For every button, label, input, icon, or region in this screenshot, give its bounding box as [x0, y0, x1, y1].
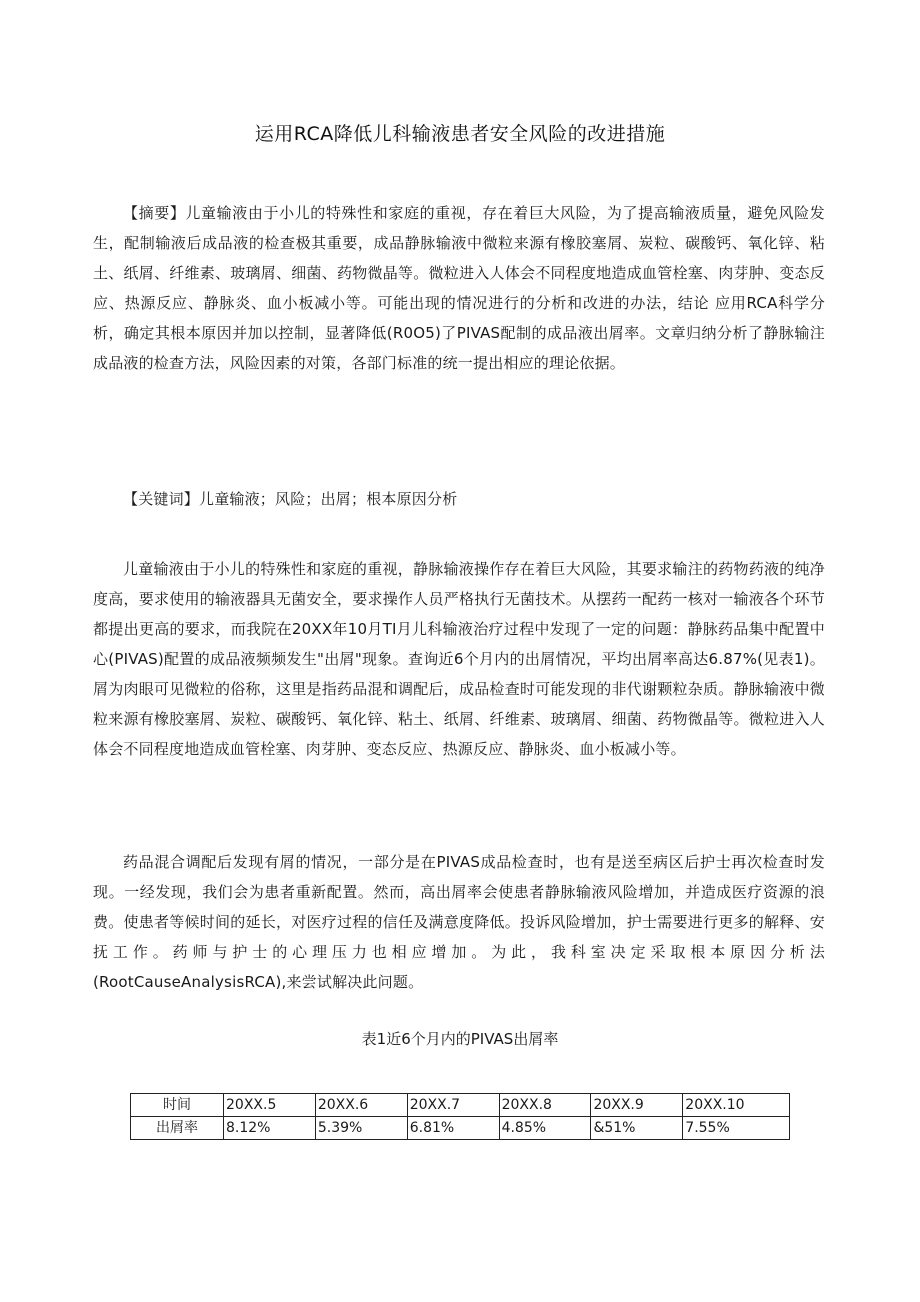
table-cell-month: 20XX.5 [224, 1094, 316, 1117]
document-title: 运用RCA降低儿科输液患者安全风险的改进措施 [254, 123, 666, 145]
keywords-paragraph: 【关键词】儿童输液；风险；出屑；根本原因分析 [123, 490, 458, 508]
table-row-time [131, 1094, 790, 1117]
table-cell-month: 20XX.9 [591, 1094, 683, 1117]
table-cell-month: 20XX.8 [499, 1094, 591, 1117]
table-cell-rate: 5.39% [315, 1117, 407, 1140]
body-paragraph: 药品混合调配后发现有屑的情况，一部分是在PIVAS成品检查时，也有是送至病区后护士再次检查时发现。一经发现，我们会为患者重新配置。然而，高出屑率会使患者静脉输液风险增加，并造成医疗资源的浪费。使患者等候时间的延长，对医疗过程的信任及满意度降低。投诉风险增加，护士需要进行更多的解释、安抚工作。药师与护士的心理压力也相应增加。为此，我科室决定采取根本原因分析法(RootCauseAnalysisRCA),来尝试解决此问题。 [93, 853, 825, 991]
table-cell-month: 20XX.6 [315, 1094, 407, 1117]
table-row-rate [131, 1117, 790, 1140]
row-header-rate: 出屑率 [131, 1117, 224, 1140]
table-cell-rate: &51% [591, 1117, 683, 1140]
pivas-rate-table [130, 1093, 790, 1140]
table-caption: 表1近6个月内的PIVAS出屑率 [361, 1030, 559, 1048]
body-paragraph: 儿童输液由于小儿的特殊性和家庭的重视，静脉输液操作存在着巨大风险，其要求输注的药物药液的纯净度高，要求使用的输液器具无菌安全，要求操作人员严格执行无菌技术。从摆药一配药一核对一输液各个环节都提出更高的要求，而我院在20XX年10月TI月儿科输液治疗过程中发现了一定的问题：静脉药品集中配置中心(PIVAS)配置的成品液频频发生"出屑"现象。查询近6个月内的出屑情况，平均出屑率高达6.87%(见表1)。屑为肉眼可见微粒的俗称，这里是指药品混和调配后，成品检查时可能发现的非代谢颗粒杂质。静脉输液中微粒来源有橡胶塞屑、炭粒、碳酸钙、氧化锌、粘土、纸屑、纤维素、玻璃屑、细菌、药物微晶等。微粒进入人体会不同程度地造成血管栓塞、肉芽肿、变态反应、热源反应、静脉炎、血小板减小等。 [93, 560, 825, 758]
table-cell-rate: 7.55% [683, 1117, 790, 1140]
table-cell-rate: 4.85% [499, 1117, 591, 1140]
table-cell-month: 20XX.10 [683, 1094, 790, 1117]
table-cell-month: 20XX.7 [407, 1094, 499, 1117]
table-cell-rate: 6.81% [407, 1117, 499, 1140]
table-cell-rate: 8.12% [224, 1117, 316, 1140]
row-header-time: 时间 [131, 1094, 224, 1117]
abstract-paragraph: 【摘要】儿童输液由于小儿的特殊性和家庭的重视，存在着巨大风险，为了提高输液质量，避免风险发生，配制输液后成品液的检查极其重要，成品静脉输液中微粒来源有橡胶塞屑、炭粒、碳酸钙、氧化锌、粘土、纸屑、纤维素、玻璃屑、细菌、药物微晶等。微粒进入人体会不同程度地造成血管栓塞、肉芽肿、变态反应、热源反应、静脉炎、血小板减小等。可能出现的情况进行的分析和改进的办法，结论 应用RCA科学分析，确定其根本原因并加以控制，显著降低(R0O5)了PIVAS配制的成品液出屑率。文章归纳分析了静脉输注成品液的检查方法，风险因素的对策，各部门标准的统一提出相应的理论依据。 [93, 204, 825, 372]
